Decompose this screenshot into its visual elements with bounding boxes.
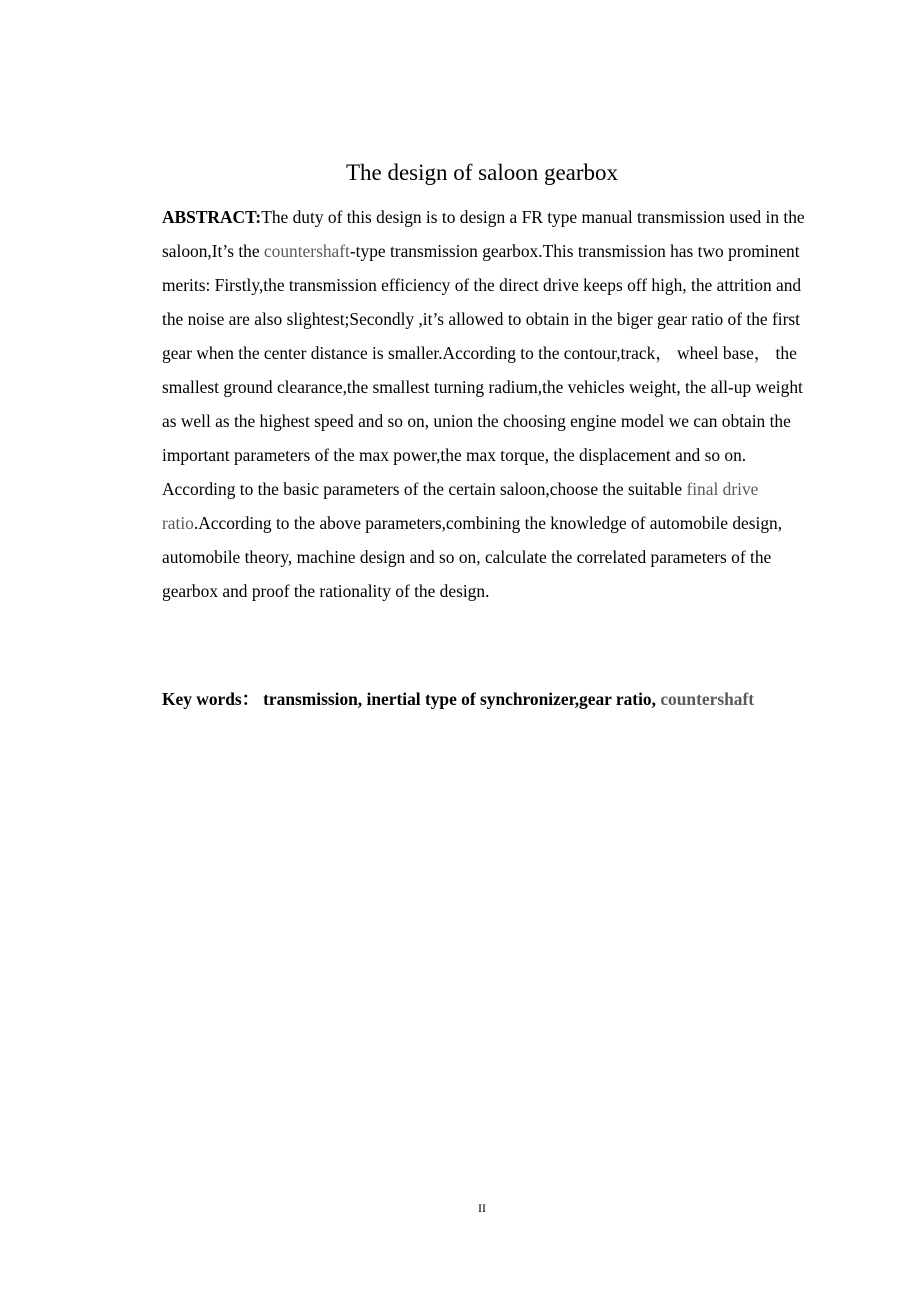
keywords-text: transmission, inertial type of synchronizer,gear ratio, xyxy=(263,689,661,709)
abstract-paragraph xyxy=(162,200,806,608)
keywords-separator: ： xyxy=(241,690,260,710)
abstract-text-part-2: -type transmission gearbox.This transmission has two prominent merits: Firstly,the transmission efficiency of the direct drive keeps off high, the attrition and the noise are also slightest;Secondly ,it’s allowed to obtain in the biger gear ratio of the first gear when the center distance is smaller.According to the contour,track， wheel base， the smallest ground clearance,the smallest turning radium,the vehicles weight, the all-up weight as well as the highest speed and so on, union the choosing engine model we can obtain the important parameters of the max power,the max torque, the displacement and so on. According to the basic parameters of the certain saloon,choose the suitable xyxy=(162,241,803,499)
keywords-term-countershaft: countershaft xyxy=(660,689,755,709)
abstract-text-part-3: .According to the above parameters,combining the knowledge of automobile design, automobile theory, machine design and so on, calculate the correlated parameters of the gearbox and proof the rationality of the design. xyxy=(162,513,783,601)
abstract-term-countershaft: countershaft xyxy=(263,241,350,261)
abstract-term-final-drive-ratio: final drive ratio xyxy=(162,479,759,533)
keywords-label: Key words xyxy=(162,689,242,709)
abstract-text-part-1: The duty of this design is to design a FR type manual transmission used in the saloon,It’s the xyxy=(162,207,805,261)
document-title: The design of saloon gearbox xyxy=(345,160,619,185)
page-number: II xyxy=(478,1201,486,1215)
abstract-label: ABSTRACT: xyxy=(162,207,262,227)
keywords-line xyxy=(162,685,812,714)
